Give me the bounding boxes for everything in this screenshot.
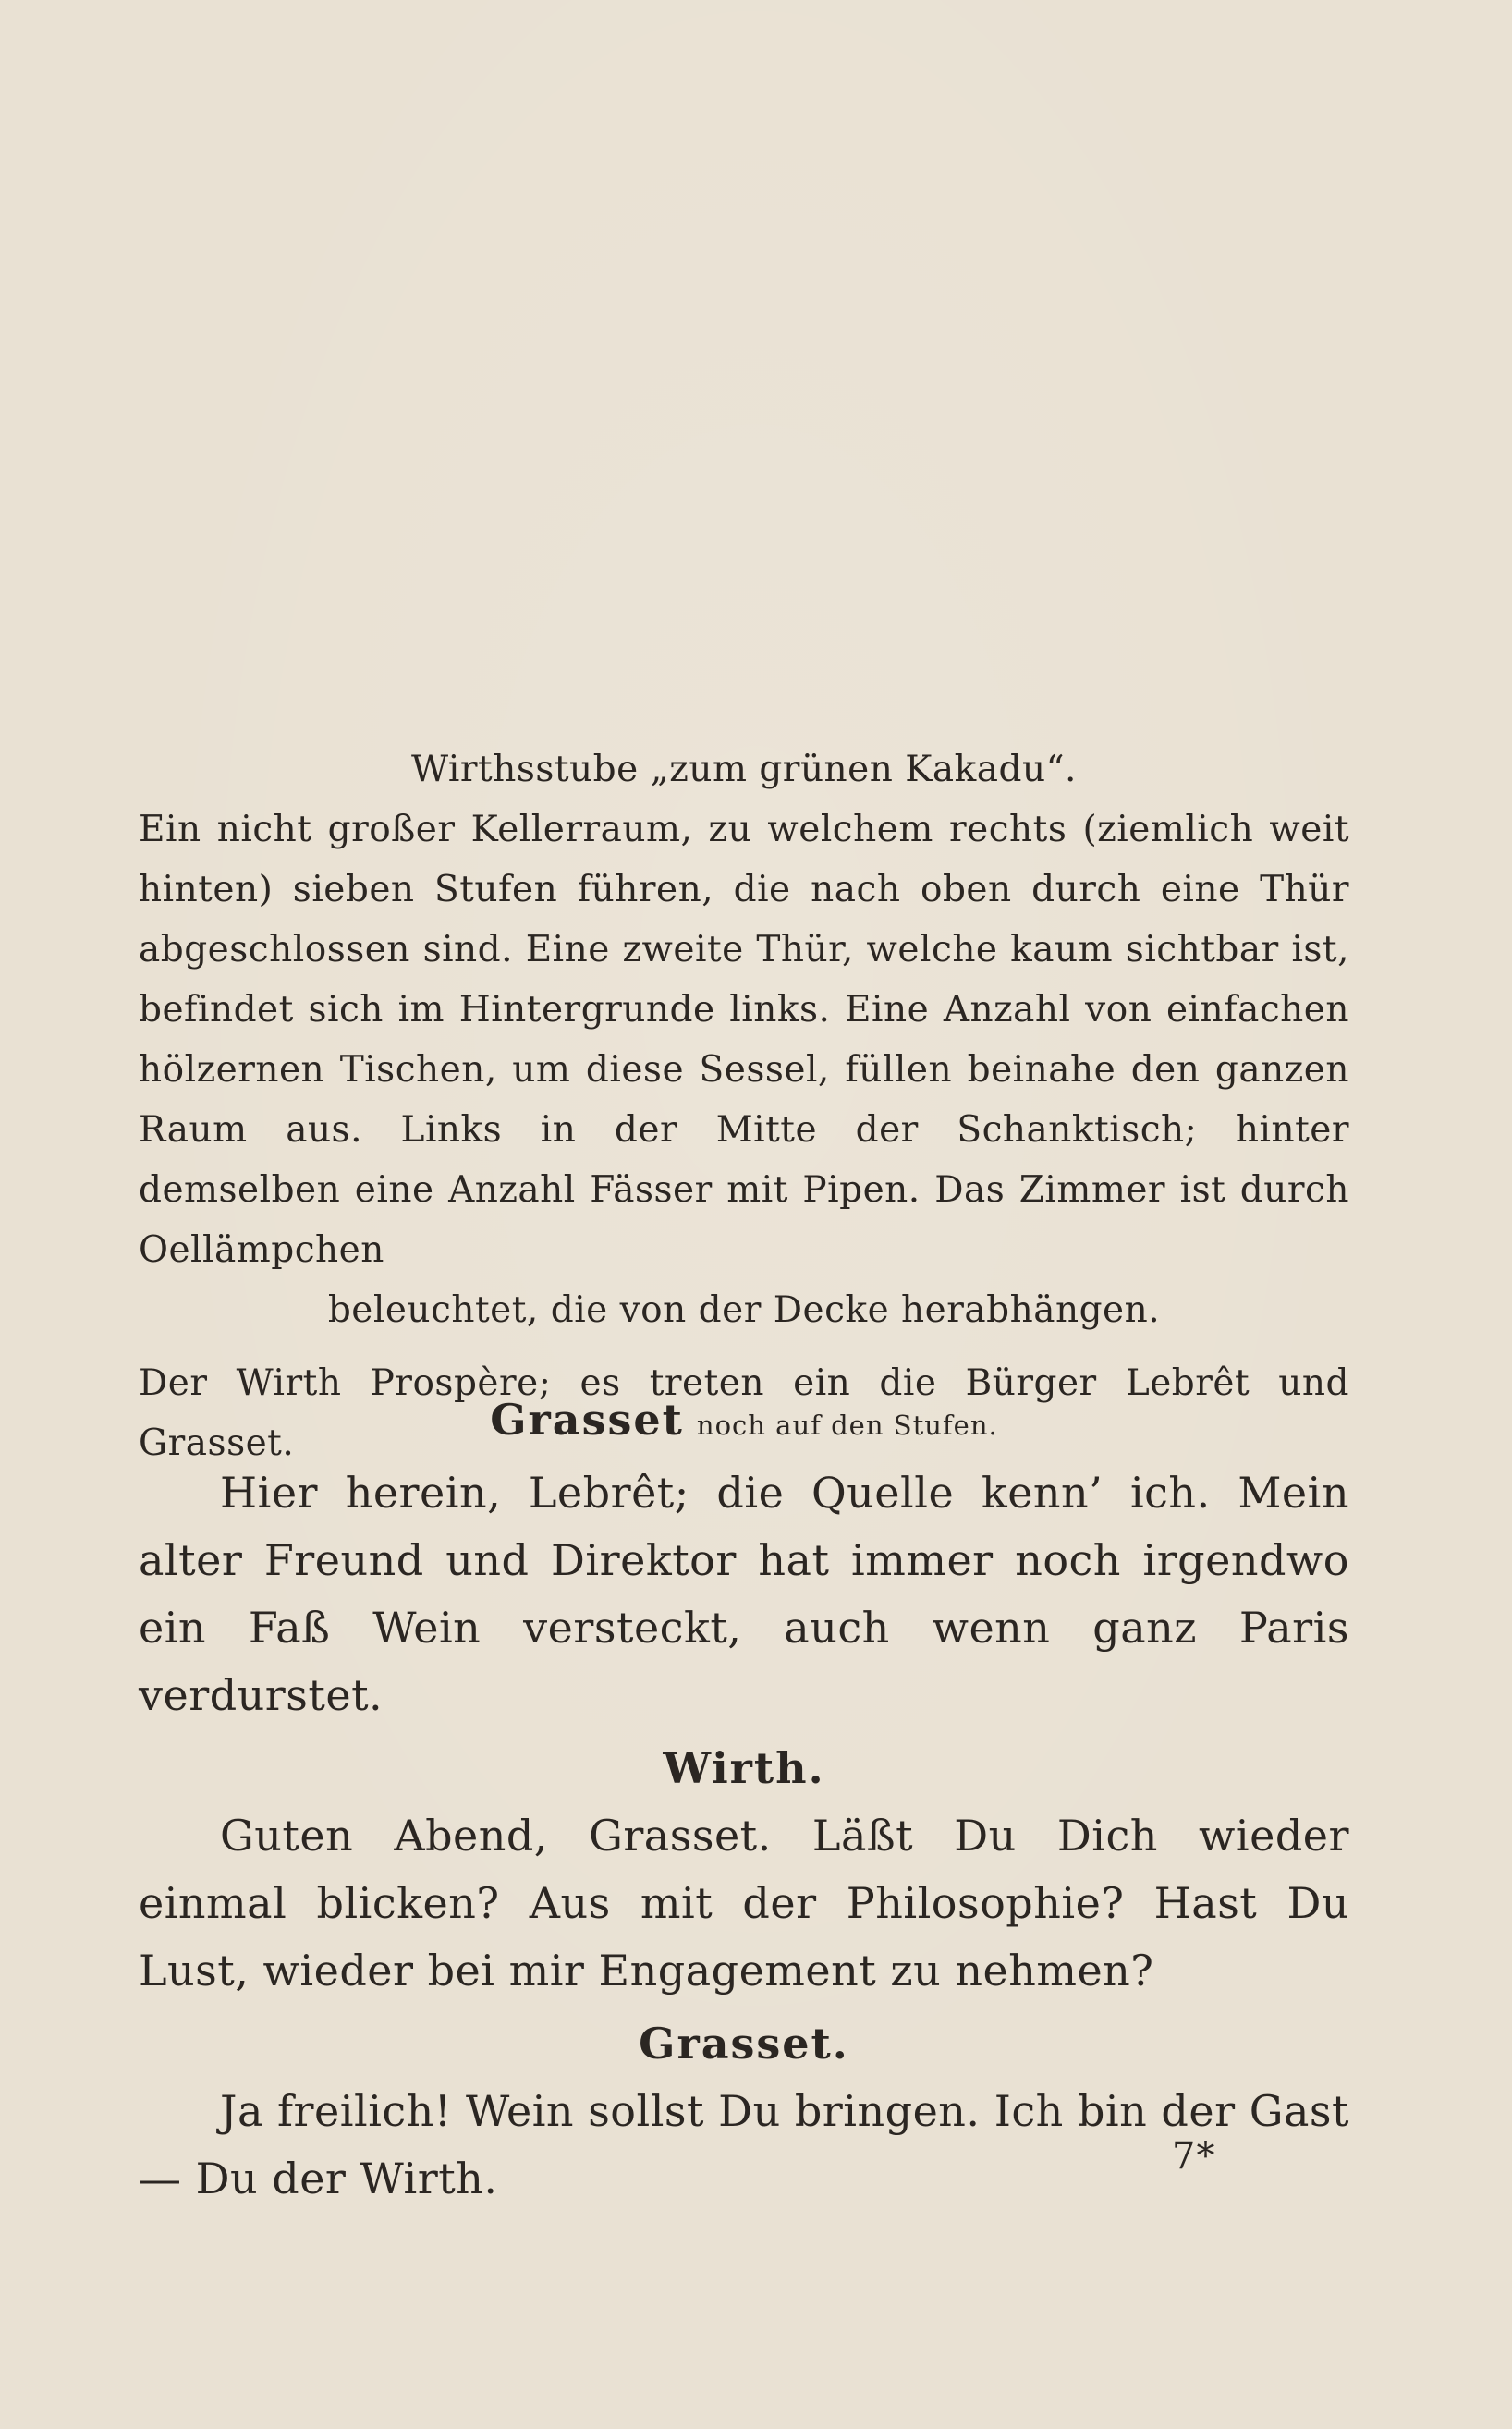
speech-block-grasset-1 (139, 1386, 1349, 1729)
dialogue (139, 1386, 1349, 2218)
stage-note: noch auf den Stufen. (696, 1410, 998, 1441)
speaker-label: Grasset (490, 1395, 684, 1445)
speech-text: Ja freilich! Wein sollst Du bringen. Ich bin der Gast — Du der Wirth. (139, 2086, 1349, 2203)
scene-title: Wirthsstube „zum grünen Kakadu“. (411, 749, 1077, 790)
speaker-name (139, 1735, 1349, 1802)
speech-text: Guten Abend, Grasset. Läßt Du Dich wieder einmal blicken? Aus mit der Philosophie? Hast Du Lust, wieder bei mir Engagement zu nehmen? (139, 1811, 1349, 1996)
speech-block-grasset-2 (139, 2010, 1349, 2213)
scene-description: Ein nicht großer Kellerraum, zu welchem rechts (ziemlich weit hinten) sieben Stufen führen, die nach oben durch eine Thür abgeschlossen sind. Eine zweite Thür, welche kaum sichtbar ist, befindet sich im Hintergrunde links. Eine Anzahl von einfachen hölzernen Tischen, um diese Sessel, füllen beinahe den ganzen Raum aus. Links in der Mitte der Schanktisch; hinter demselben eine Anzahl Fässer mit Pipen. Das Zimmer ist durch Oellämpchen (139, 809, 1349, 1271)
page-number: 7* (1172, 2135, 1216, 2178)
speech-block-wirth (139, 1735, 1349, 2005)
stage-directions (139, 739, 1349, 1473)
speaker-label: Wirth. (663, 1743, 825, 1793)
scene-description-end: beleuchtet, die von der Decke herabhängen. (327, 1289, 1161, 1331)
speaker-name (139, 2010, 1349, 2078)
scene-persons: Der Wirth Prospère; es treten ein die Bürger Lebrêt und Grasset. (139, 1362, 1349, 1464)
speaker-label: Grasset. (639, 2019, 849, 2069)
speech-text: Hier herein, Lebrêt; die Quelle kenn’ ich. Mein alter Freund und Direktor hat immer noch irgendwo ein Faß Wein versteckt, auch wenn ganz Paris verdurstet. (139, 1468, 1349, 1720)
speaker-name (139, 1386, 1349, 1459)
